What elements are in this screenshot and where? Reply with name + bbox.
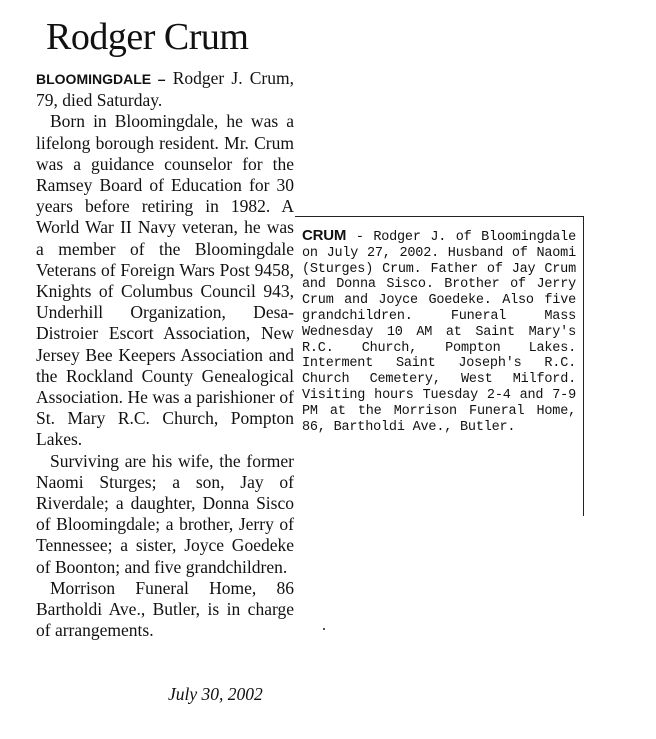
obituary-paragraph-bio: Born in Bloomingdale, he was a lifelong borough resident. Mr. Crum was a guidance counselor for the Ramsey Board of Education for 30 years before retiring in 1982. A World War II Navy veteran, he was a member of the Bloomingdale Veterans of Foreign Wars Post 9458, Knights of Columbus Council 943, Underhill Organization, Desa-Distroier Escort Association, New Jersey Bee Keepers Association and the Rockland County Genealogical Association. He was a parishioner of St. Mary R.C. Church, Pompton Lakes. bbox=[36, 111, 294, 450]
death-notice-text bbox=[302, 228, 576, 435]
obituary-paragraph-arrangements: Morrison Funeral Home, 86 Bartholdi Ave., Butler, is in charge of arrangements. bbox=[36, 577, 294, 641]
obituary-lead bbox=[36, 68, 294, 111]
obituary-paragraph-survivors: Surviving are his wife, the former Naomi Sturges; a son, Jay of Riverdale; a daughter, Donna Sisco of Bloomingdale; a brother, Jerry of Tennessee; a sister, Joyce Goedeke of Boonton; and five grandchildren. bbox=[36, 450, 294, 577]
notice-top-rule bbox=[295, 216, 584, 217]
lead-text: Rodger J. Crum, 79, died Saturday. bbox=[36, 68, 294, 111]
publication-date: July 30, 2002 bbox=[168, 684, 263, 704]
death-notice-name: CRUM bbox=[302, 227, 347, 244]
dateline: BLOOMINGDALE – bbox=[36, 71, 166, 87]
print-speck bbox=[323, 628, 325, 630]
death-notice-body: - Rodger J. of Bloomingdale on July 27, 2002. Husband of Naomi (Sturges) Crum. Father of Jay Crum and Donna Sisco. Brother of Jerry Crum and Joyce Goedeke. Also five grandchildren. Funeral Mass Wednesday 10 AM at Saint Mary's R.C. Church, Pompton Lakes. Interment Saint Joseph's R.C. Church Cemetery, West Milford. Visiting hours Tuesday 2-4 and 7-9 PM at the Morrison Funeral Home, 86, Bartholdi Ave., Butler. bbox=[302, 230, 576, 435]
obituary-column bbox=[36, 68, 294, 641]
death-notice bbox=[302, 228, 576, 435]
obituary-title: Rodger Crum bbox=[46, 16, 249, 58]
notice-right-rule bbox=[583, 216, 584, 516]
